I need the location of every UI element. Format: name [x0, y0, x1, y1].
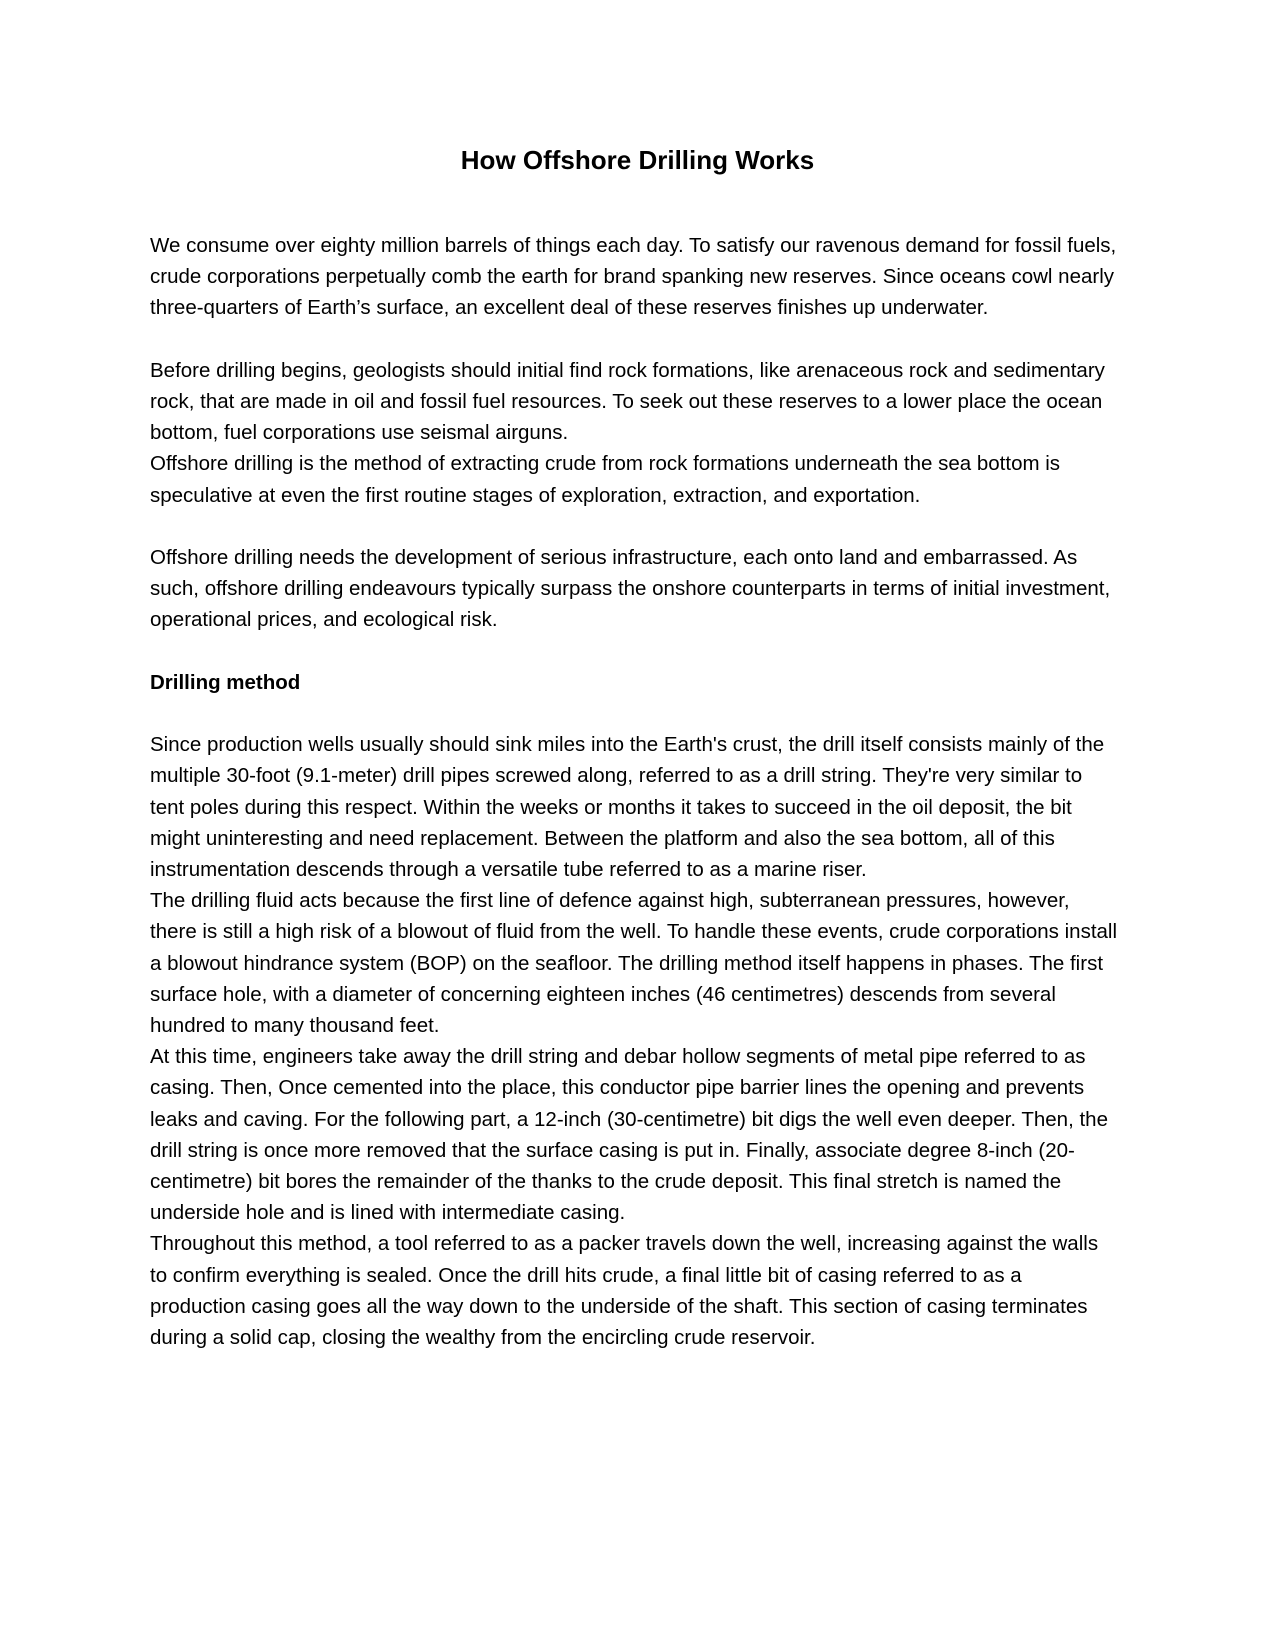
- paragraph-before-drilling: Before drilling begins, geologists should initial find rock formations, like arenaceous rock and sedimentary rock, that are made in oil and fossil fuel resources. To seek out these reserves to a lower place the ocean bottom, fuel corporations use seismal airguns.: [150, 358, 1105, 445]
- paragraph-intro: We consume over eighty million barrels of things each day. To satisfy our ravenous demand for fossil fuels, crude corporations perpetually comb the earth for brand spanking new reserves. Since oceans cowl nearly three-quarters of Earth’s surface, an excellent deal of these reserves finishes up underwater.: [150, 234, 1117, 320]
- document-body: [150, 230, 1120, 1353]
- paragraph-packer: Throughout this method, a tool referred to as a packer travels down the well, increasing against the walls to confirm everything is sealed. Once the drill hits crude, a final little bit of casing referred to as a production casing goes all the way down to the underside of the shaft. This section of casing terminates during a solid cap, closing the wealthy from the encircling crude reservoir.: [150, 1232, 1099, 1350]
- paragraph-casing: At this time, engineers take away the drill string and debar hollow segments of metal pipe referred to as casing. Then, Once cemented into the place, this conductor pipe barrier lines the opening and prevents leaks and caving. For the following part, a 12-inch (30-centimetre) bit digs the well even deeper. Then, the drill string is once more removed that the surface casing is put in. Finally, associate degree 8-inch (20-centimetre) bit bores the remainder of the thanks to the crude deposit. This final stretch is named the underside hole and is lined with intermediate casing.: [150, 1045, 1108, 1225]
- page-title: How Offshore Drilling Works: [460, 145, 815, 175]
- paragraph-offshore-definition: Offshore drilling is the method of extracting crude from rock formations underneath the sea bottom is speculative at even the first routine stages of exploration, extraction, and exportation.: [150, 452, 1061, 507]
- paragraph-drilling-fluid: The drilling fluid acts because the first line of defence against high, subterranean pressures, however, there is still a high risk of a blowout of fluid from the well. To handle these events, crude corporations install a blowout hindrance system (BOP) on the seafloor. The drilling method itself happens in phases. The first surface hole, with a diameter of concerning eighteen inches (46 centimetres) descends from several hundred to many thousand feet.: [150, 889, 1118, 1038]
- section-heading: Drilling method: [150, 670, 301, 694]
- paragraph-drill-string: Since production wells usually should sink miles into the Earth's crust, the drill itself consists mainly of the multiple 30-foot (9.1-meter) drill pipes screwed along, referred to as a drill string. They're very similar to tent poles during this respect. Within the weeks or months it takes to succeed in the oil deposit, the bit might uninteresting and need replacement. Between the platform and also the sea bottom, all of this instrumentation descends through a versatile tube referred to as a marine riser.: [150, 733, 1105, 881]
- paragraph-infrastructure: Offshore drilling needs the development of serious infrastructure, each onto land and embarrassed. As such, offshore drilling endeavours typically surpass the onshore counterparts in terms of initial investment, operational prices, and ecological risk.: [150, 546, 1111, 632]
